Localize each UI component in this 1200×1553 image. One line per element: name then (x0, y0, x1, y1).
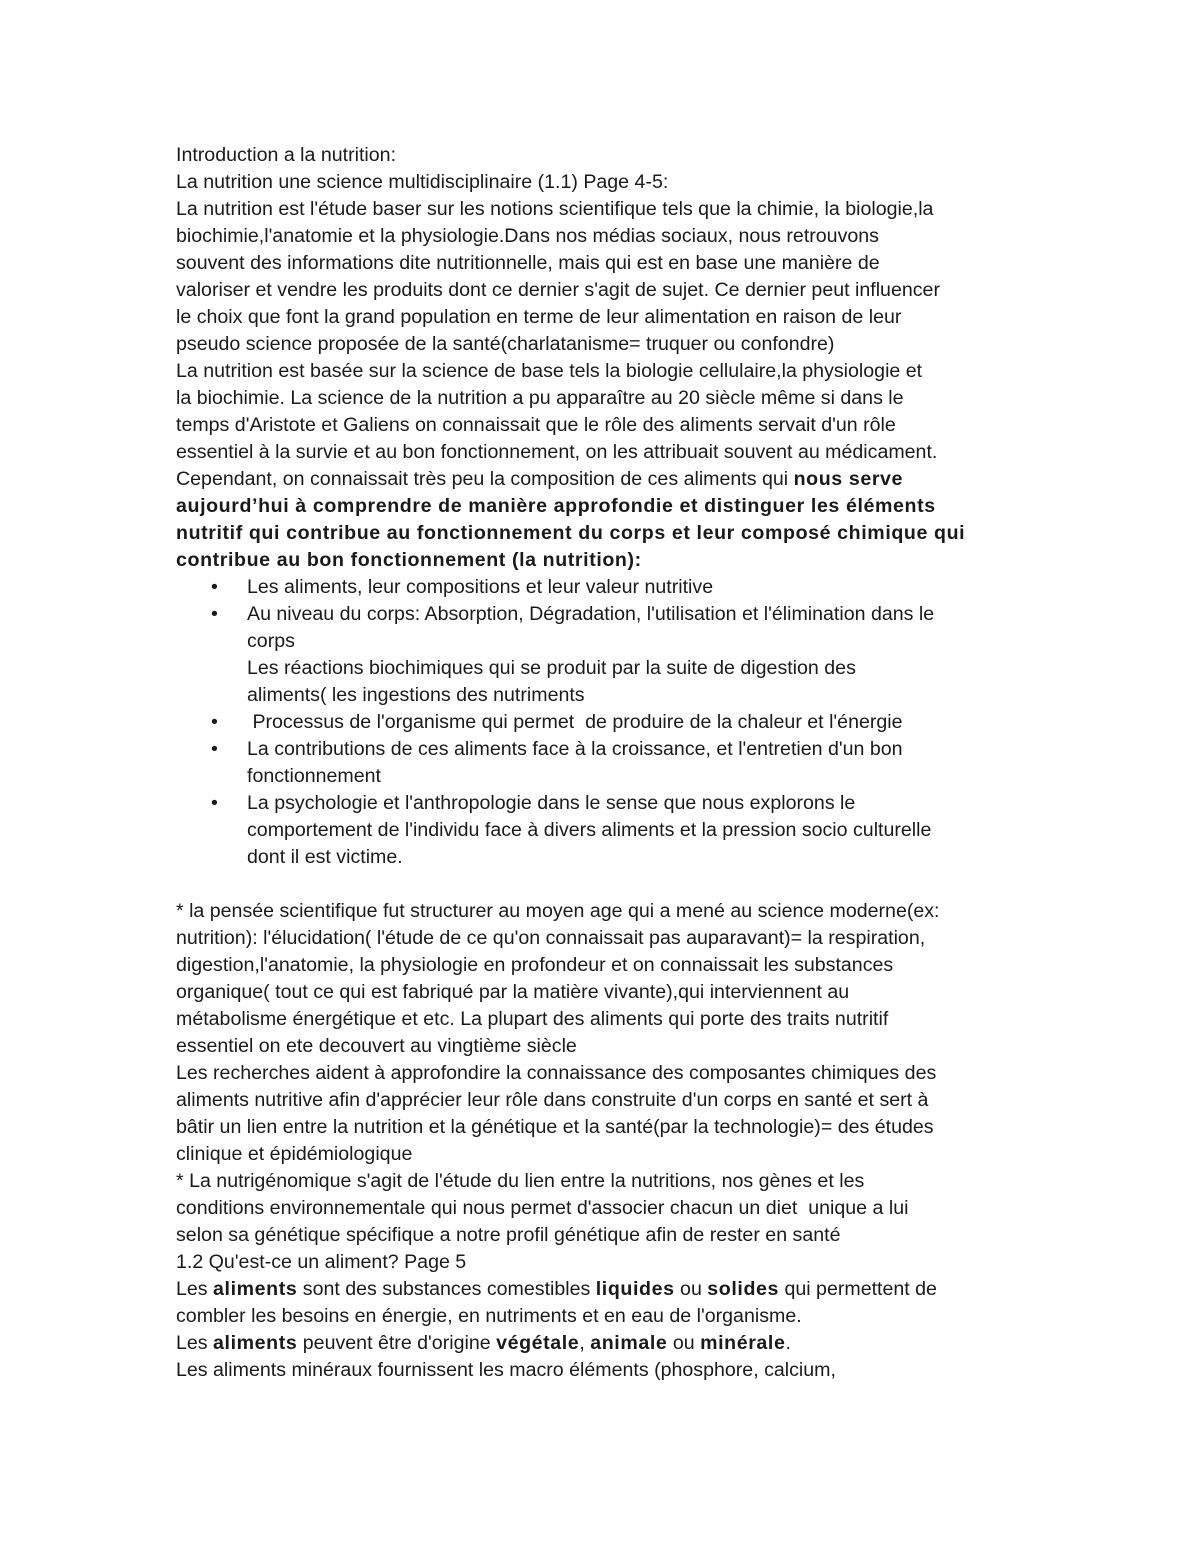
bold-text: aliments (213, 1278, 298, 1300)
plain-text: sont des substances comestibles (297, 1278, 596, 1300)
paragraph-line: * la pensée scientifique fut structurer au moyen age qui a mené au science moderne(ex: (176, 900, 940, 922)
bullet-icon: • (211, 711, 218, 733)
list-item-line: Les réactions biochimiques qui se produit par la suite de digestion des (247, 657, 856, 679)
bold-text: liquides (595, 1278, 675, 1300)
paragraph-line: clinique et épidémiologique (176, 1143, 413, 1165)
paragraph-1 (176, 196, 1036, 358)
bullet-icon: • (211, 792, 218, 814)
paragraph-line: aliments nutritive afin d'apprécier leur rôle dans construite d'un corps en santé et sert à (176, 1089, 929, 1111)
plain-text: Les (176, 1278, 214, 1300)
list-item (176, 601, 1036, 709)
paragraph-line: Les recherches aident à approfondire la connaissance des composantes chimiques des (176, 1062, 937, 1084)
list-item-line: corps (247, 630, 295, 652)
paragraph-6 (176, 1168, 1036, 1249)
paragraph-line: selon sa génétique spécifique a notre profil génétique afin de rester en santé (176, 1224, 841, 1246)
list-item-line: aliments( les ingestions des nutriments (247, 684, 585, 706)
paragraph-line: combler les besoins en énergie, en nutriments et en eau de l'organisme. (176, 1305, 802, 1327)
list-item-line: Processus de l'organisme qui permet de produire de la chaleur et l'énergie (247, 711, 903, 733)
definition-2 (176, 1330, 1036, 1357)
paragraph-line: essentiel à la survie et au bon fonctionnement, on les attribuait souvent au médicament. (176, 441, 938, 463)
paragraph-line: métabolisme énergétique et etc. La plupart des aliments qui porte des traits nutritif (176, 1008, 889, 1030)
plain-text: peuvent être d'origine (297, 1332, 497, 1354)
plain-text: Les (176, 1332, 214, 1354)
paragraph-line: * La nutrigénomique s'agit de l'étude du lien entre la nutritions, nos gènes et les (176, 1170, 865, 1192)
bold-line: nutritif qui contribue au fonctionnement du corps et leur composé chimique qui (176, 522, 966, 544)
section-heading-1-2: 1.2 Qu'est-ce un aliment? Page 5 (176, 1251, 467, 1273)
paragraph-line: biochimie,l'anatomie et la physiologie.Dans nos médias sociaux, nous retrouvons (176, 225, 879, 247)
paragraph-line (176, 1276, 1036, 1303)
paragraph-line: le choix que font la grand population en terme de leur alimentation en raison de leur (176, 306, 902, 328)
paragraph-line (176, 1330, 1036, 1357)
bullet-list (176, 574, 1036, 871)
list-item-line: La contributions de ces aliments face à la croissance, et l'entretien d'un bon (247, 738, 903, 760)
paragraph-line: valoriser et vendre les produits dont ce dernier s'agit de sujet. Ce dernier peut influencer (176, 279, 940, 301)
plain-text: ou (667, 1332, 701, 1354)
plain-text: , (579, 1332, 591, 1354)
bold-text: aliments (213, 1332, 298, 1354)
list-item (176, 709, 1036, 736)
list-item-line: fonctionnement (247, 765, 381, 787)
paragraph-line: souvent des informations dite nutritionnelle, mais qui est en base une manière de (176, 252, 880, 274)
paragraph-line: conditions environnementale qui nous permet d'associer chacun un diet unique a lui (176, 1197, 909, 1219)
list-item (176, 790, 1036, 871)
bold-line: contribue au bon fonctionnement (la nutrition): (176, 549, 642, 571)
bullet-icon: • (211, 603, 218, 625)
plain-text: Cependant, on connaissait très peu la composition de ces aliments qui (176, 468, 794, 490)
paragraph-line: nutrition): l'élucidation( l'étude de ce qu'on connaissait pas auparavant)= la respiration, (176, 927, 926, 949)
paragraph-4 (176, 898, 1036, 1060)
paragraph-line: pseudo science proposée de la santé(charlatanisme= truquer ou confondre) (176, 333, 835, 355)
bold-text: animale (590, 1332, 668, 1354)
blank-line (176, 871, 1036, 898)
document-title: Introduction a la nutrition: (176, 144, 397, 166)
paragraph-line: organique( tout ce qui est fabriqué par la matière vivante),qui interviennent au (176, 981, 850, 1003)
plain-text: ou (674, 1278, 708, 1300)
bullet-icon: • (211, 576, 218, 598)
bold-text: végétale (496, 1332, 580, 1354)
paragraph-line: la biochimie. La science de la nutrition a pu apparaître au 20 siècle même si dans le (176, 387, 904, 409)
section-heading-1-1: La nutrition une science multidisciplinaire (1.1) Page 4-5: (176, 171, 669, 193)
list-item-line: Les aliments, leur compositions et leur valeur nutritive (247, 576, 714, 598)
paragraph-line: Les aliments minéraux fournissent les macro éléments (phosphore, calcium, (176, 1359, 836, 1381)
paragraph-line: digestion,l'anatomie, la physiologie en profondeur et on connaissait les substances (176, 954, 894, 976)
bold-text: nous serve (793, 468, 904, 490)
paragraph-line: temps d'Aristote et Galiens on connaissait que le rôle des aliments servait d'un rôle (176, 414, 896, 436)
paragraph-5 (176, 1060, 1036, 1168)
definition-1 (176, 1276, 1036, 1330)
list-item-line: comportement de l'individu face à divers aliments et la pression socio culturelle (247, 819, 932, 841)
list-item-line: dont il est victime. (247, 846, 403, 868)
paragraph-line: La nutrition est l'étude baser sur les notions scientifique tels que la chimie, la biologie,la (176, 198, 934, 220)
bold-text: solides (707, 1278, 780, 1300)
list-item (176, 574, 1036, 601)
paragraph-line: bâtir un lien entre la nutrition et la génétique et la santé(par la technologie)= des études (176, 1116, 934, 1138)
list-item-line: La psychologie et l'anthropologie dans le sense que nous explorons le (247, 792, 856, 814)
bold-line: aujourd’hui à comprendre de manière approfondie et distinguer les éléments (176, 495, 936, 517)
list-item (176, 736, 1036, 790)
plain-text: qui permettent de (779, 1278, 937, 1300)
paragraph-3 (176, 466, 1036, 574)
paragraph-line: La nutrition est basée sur la science de base tels la biologie cellulaire,la physiologie et (176, 360, 923, 382)
paragraph-line: essentiel on ete decouvert au vingtième siècle (176, 1035, 577, 1057)
paragraph-line (176, 466, 1036, 493)
list-item-line: Au niveau du corps: Absorption, Dégradation, l'utilisation et l'élimination dans le (247, 603, 935, 625)
bullet-icon: • (211, 738, 218, 760)
bold-text: minérale (700, 1332, 786, 1354)
document-page (176, 142, 1036, 1384)
paragraph-2 (176, 358, 1036, 466)
plain-text: . (785, 1332, 791, 1354)
